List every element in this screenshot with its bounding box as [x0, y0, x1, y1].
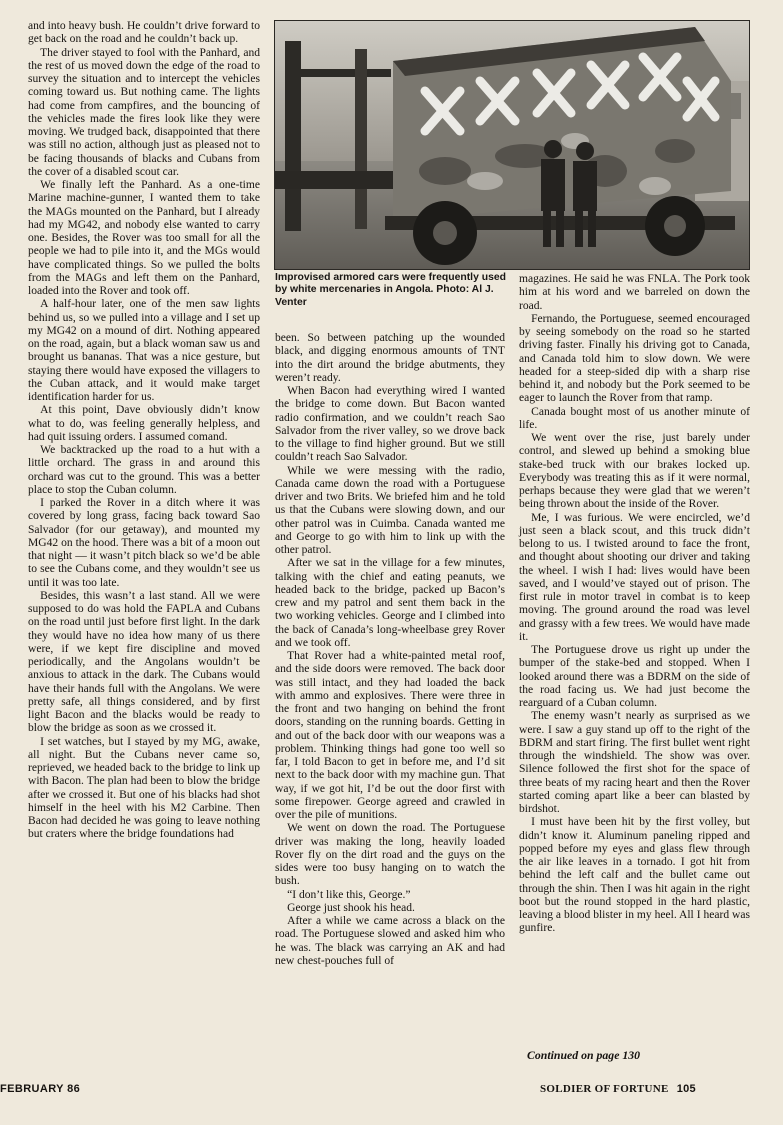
paragraph: magazines. He said he was FNLA. The Pork took him at his word and we barreled on down the road.	[519, 273, 750, 312]
paragraph: At this point, Dave obviously didn’t know what to do, was feeling generally helpless, and had quit issuing orders. I assumed comand.	[28, 404, 260, 443]
paragraph: When Bacon had everything wired I wanted the bridge to come down. But Bacon wanted radio confirmation, and we couldn’t reach Sao Salvador from the river valley, so we drove back to the village to find higher ground. But we still couldn’t reach Sao Salvador.	[275, 385, 505, 464]
paragraph: We backtracked up the road to a hut with a little orchard. The grass in and around this orchard was cut to the ground. This was a better place to stop the Cuban column.	[28, 444, 260, 496]
paragraph: Me, I was furious. We were encircled, we’d just seen a black scout, and this truck didn’t belong to us. I twisted around to face the front, and thought about shooting our driver and taking the wheel. I wish I had: lives would have been saved, and I would’ve stayed out of prison. The first rule in motor travel in combat is to keep moving. The ground around the road was level and grassy with a few trees. We would have made it.	[519, 511, 750, 643]
paragraph: We went on down the road. The Portuguese driver was making the long, heavily loaded Rover fly on the dirt road and the guys on the sides were too busy hanging on to watch the bush.	[275, 822, 505, 888]
paragraph: We finally left the Panhard. As a one-time Marine machine-gunner, I wanted them to take the MAGs mounted on the Panhard, but I already had my MG42, and nobody else wanted to carry one. Besides, the Rover was too small for all the people we had to pile into it, and the MGs would have complicated things. So we pulled the bolts from the MAGs and left them on the Panhard, loaded into the Rover and took off.	[28, 179, 260, 297]
paragraph: That Rover had a white-painted metal roof, and the side doors were removed. The back door was still intact, and they had loaded the back with ammo and explosives. There were three in the front and two hanging on behind the front doors, standing on the running boards. Getting in and out of the back door with our weapons was a problem. Thinking things had gone too well so far, I told Bacon to get in before me, and I’d sit next to the back door with my machine gun. That way, if we got hit, I’d be out the door first with some firepower. George agreed and crawled in over the pile of munitions.	[275, 650, 505, 821]
paragraph: The driver stayed to fool with the Panhard, and the rest of us moved down the edge of the road to survey the situation and to intercept the vehicles coming toward us. But nothing came. The lights had come from campfires, and the bouncing of the vehicles made the fires look like they were moving. We trudged back, disappointed that there was still no action, although just as pleased not to be facing thousands of blacks and Cubans from the cover of a disabled scout car.	[28, 46, 260, 178]
paragraph: I parked the Rover in a ditch where it was covered by long grass, facing back toward Sao Salvador (for our getaway), and mounted my MG42 on the hood. There was a bit of a moon out that night — it wasn’t pitch black so we’d be able to see the Cubans come, and they wouldn’t see us until it was too late.	[28, 497, 260, 589]
paragraph: and into heavy bush. He couldn’t drive forward to get back on the road and he couldn’t back up.	[28, 20, 260, 46]
article-column-right	[519, 273, 750, 936]
photo-illustration	[275, 21, 749, 269]
magazine-name: SOLDIER OF FORTUNE	[540, 1083, 669, 1095]
paragraph: I must have been hit by the first volley, but didn’t know it. Aluminum paneling ripped and popped before my eyes and glass flew through the air like leaves in a tornado. I got hit from behind the left calf and the bullet came out through the shin. Then I was hit again in the right boot but the round stopped in the hard plastic, leaving a blood blister in my heel. All I heard was gunfire.	[519, 816, 750, 935]
photo-armored-truck	[274, 20, 750, 270]
paragraph: While we were messing with the radio, Canada came down the road with a Portuguese driver and two Brits. We briefed him and he told us that the Cubans were slowing down, and our other patrol was in Cuimba. Canada wanted me and George to go with him to link up with the other patrol.	[275, 464, 505, 556]
paragraph: I set watches, but I stayed by my MG, awake, all night. But the Cubans never came so, reprieved, we headed back to the bridge to link up with Bacon. The plan had been to blow the bridge after we crossed it. But one of his blacks had shot himself in the heel with his M2 Carbine. Then Bacon had decided he was going to leave nothing but craters where the bridge foundations had	[28, 735, 260, 841]
article-column-left	[28, 20, 260, 842]
footer-magazine	[540, 1083, 696, 1095]
paragraph: George just shook his head.	[287, 901, 415, 914]
paragraph: After we sat in the village for a few minutes, talking with the chief and eating peanuts, we headed back to the bridge, packed up Bacon’s crew and my patrol and sent them back in the two working vehicles. George and I climbed into the back of Canada’s long-wheelbase grey Rover and we took off.	[275, 557, 505, 649]
paragraph: After a while we came across a black on the road. The Portuguese slowed and asked him who he was. The black was carrying an AK and had new chest-pouches full of	[275, 915, 505, 967]
footer-date: FEBRUARY 86	[0, 1083, 81, 1095]
paragraph: Canada bought most of us another minute of life.	[519, 405, 750, 431]
paragraph: A half-hour later, one of the men saw lights behind us, so we pulled into a village and I set up my MG42 on a mound of dirt. Nothing appeared on the road, again, but a black woman saw us and brought us bananas. That was a nice gesture, but staying there would have exposed the villagers to the Cuban attack, and it would make target identification harder for us.	[28, 298, 260, 403]
page-number: 105	[676, 1083, 696, 1095]
paragraph: “I don’t like this, George.”	[287, 888, 411, 901]
paragraph: The Portuguese drove us right up under the bumper of the stake-bed and stopped. When I looked around there was a BDRM on the side of the road facing us. We had just become the rearguard of a Cuban column.	[519, 644, 750, 709]
paragraph: Besides, this wasn’t a last stand. All we were supposed to do was hold the FAPLA and Cubans on the road until just before first light. In the dark they would have no idea how many of us there were, if we kept fire discipline and moved periodically, and the Angolans wouldn’t be anxious to attack in the dark. The Cubans would have their hands full with the Angolans. We were pretty safe, all things considered, and by first light Bacon and the blacks would be ready to blow the bridge as soon as we crossed it.	[28, 589, 260, 735]
paragraph: The enemy wasn’t nearly as surprised as we were. I saw a guy stand up off to the right of the BDRM and start firing. The first bullet went right through the windshield. The show was over. Silence followed the first shot for the space of three beats of my racing heart and then the Rover started coming apart like a beer can blasted by birdshot.	[519, 710, 750, 815]
photo-caption: Improvised armored cars were frequently used by white mercenaries in Angola. Photo: Al J. Venter	[275, 272, 506, 308]
paragraph: We went over the rise, just barely under control, and slewed up behind a smoking blue stake-bed truck with our brakes locked up. Everybody was treating this as if it were normal, perhaps because they were glad that we weren’t being thrown about the inside of the Rover.	[519, 432, 750, 511]
continued-note: Continued on page 130	[527, 1048, 641, 1062]
paragraph: Fernando, the Portuguese, seemed encouraged by seeing somebody on the road so he started driving faster. Finally his driving got to Canada, and Canada told him to slow down. We were headed for a steep-sided dip with a sharp rise behind it, and nobody but the Pork seemed to be eager to launch the Rover from that ramp.	[519, 312, 750, 405]
paragraph: been. So between patching up the wounded black, and digging enormous amounts of TNT into the dirt around the bridge abutments, they weren’t ready.	[275, 332, 505, 384]
article-column-middle	[275, 332, 505, 968]
